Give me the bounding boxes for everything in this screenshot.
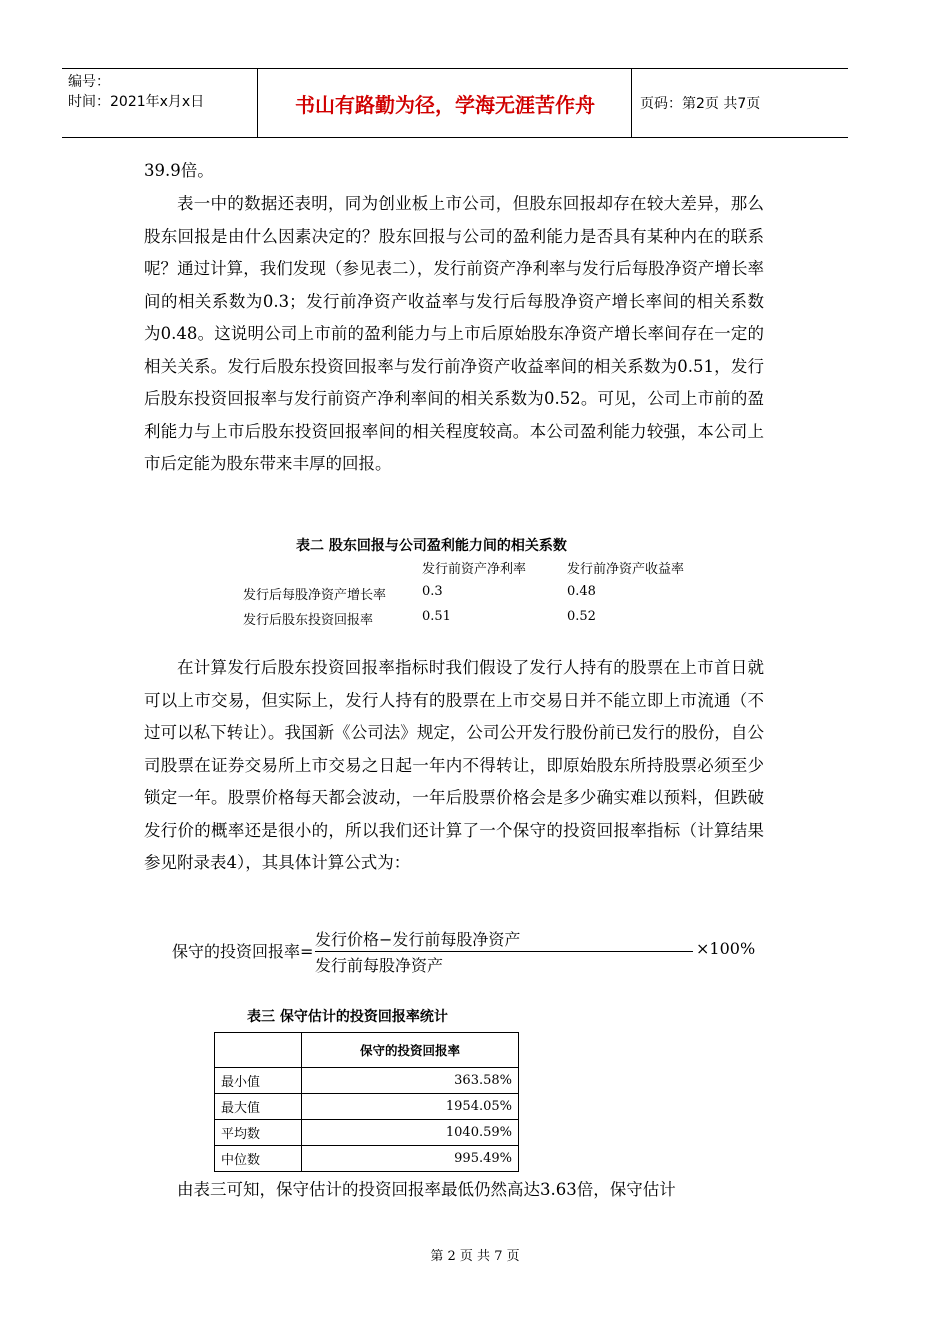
table3-row-label: 最大值 [215,1094,302,1120]
table-row [215,1094,519,1120]
table3-header-empty [215,1033,302,1068]
formula-rhs: ×100% [696,939,756,958]
table2-cell: 0.51 [422,609,451,624]
table3-caption: 表三 保守估计的投资回报率统计 [247,1009,448,1025]
table3 [214,1032,519,1172]
page-header [62,68,848,138]
table2-cell: 0.48 [567,584,596,599]
formula-denominator: 发行前每股净资产 [315,956,444,975]
formula-lhs: 保守的投资回报率= [172,942,314,961]
table2-caption: 表二 股东回报与公司盈利能力间的相关系数 [296,538,567,554]
header-time: 时间：2021年x月x日 [68,94,205,110]
table-row [215,1068,519,1094]
table3-row-label: 中位数 [215,1146,302,1172]
header-motto: 书山有路勤为径，学海无涯苦作舟 [259,69,632,137]
header-meta [62,69,258,137]
formula-fraction-bar [315,951,693,952]
table3-row-value: 1040.59% [302,1120,519,1146]
table2-row-label: 发行后每股净资产增长率 [243,588,387,603]
table2-cell: 0.3 [422,584,443,599]
table-row [215,1120,519,1146]
table3-row-label: 平均数 [215,1120,302,1146]
table2-col2-header: 发行前净资产收益率 [567,562,685,577]
paragraph-0: 39.9倍。 [144,161,214,180]
header-page: 页码：第2页 共7页 [640,96,761,112]
table3-header: 保守的投资回报率 [302,1033,519,1068]
header-number: 编号： [68,74,110,90]
paragraph-1: 表一中的数据还表明，同为创业板上市公司，但股东回报却存在较大差异，那么股东回报是由什么因素决定的？股东回报与公司的盈利能力是否具有某种内在的联系呢？通过计算，我们发现（参见表二），发行前资产净利率与发行后每股净资产增长率间的相关系数为0.3；发行前净资产收益率与发行后每股净资产增长率间的相关系数为0.48。这说明公司上市前的盈利能力与上市后原始股东净资产增长率间存在一定的相关关系。发行后股东投资回报率与发行前净资产收益率间的相关系数为0.51，发行后股东投资回报率与发行前资产净利率间的相关系数为0.52。可见，公司上市前的盈利能力与上市后股东投资回报率间的相关程度较高。本公司盈利能力较强，本公司上市后定能为股东带来丰厚的回报。 [144,194,764,473]
table3-row-label: 最小值 [215,1068,302,1094]
paragraph-2: 在计算发行后股东投资回报率指标时我们假设了发行人持有的股票在上市首日就可以上市交易，但实际上，发行人持有的股票在上市交易日并不能立即上市流通（不过可以私下转让）。我国新《公司法》规定，公司公开发行股份前已发行的股份，自公司股票在证券交易所上市交易之日起一年内不得转让，即原始股东所持股票必须至少锁定一年。股票价格每天都会波动，一年后股票价格会是多少确实难以预料，但跌破发行价的概率还是很小的，所以我们还计算了一个保守的投资回报率指标（计算结果参见附录表4），其具体计算公式为： [144,658,764,872]
table3-row-value: 363.58% [302,1068,519,1094]
table3-row-value: 1954.05% [302,1094,519,1120]
page-footer: 第 2 页 共 7 页 [430,1249,520,1264]
table-row [215,1146,519,1172]
formula-numerator: 发行价格−发行前每股净资产 [315,930,521,949]
table2-cell: 0.52 [567,609,596,624]
table-header-row [215,1033,519,1068]
paragraph-3: 由表三可知，保守估计的投资回报率最低仍然高达3.63倍，保守估计 [177,1180,676,1199]
table2-col1-header: 发行前资产净利率 [422,562,527,577]
table3-row-value: 995.49% [302,1146,519,1172]
table2-row-label: 发行后股东投资回报率 [243,613,374,628]
